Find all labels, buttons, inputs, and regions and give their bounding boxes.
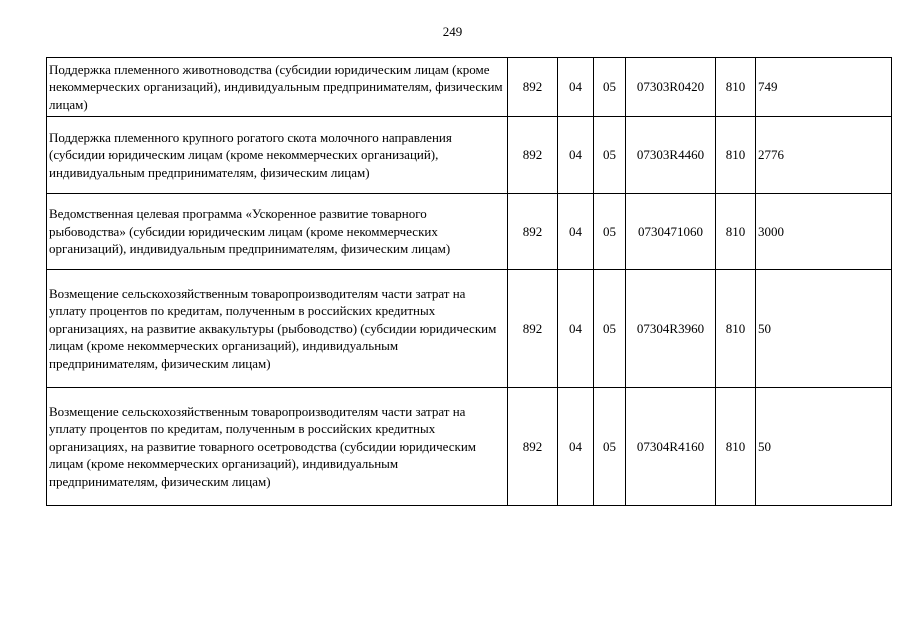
ministry-code: 892	[508, 388, 558, 506]
table-row	[47, 117, 892, 194]
amount-value: 3000	[756, 194, 892, 270]
table-row	[47, 194, 892, 270]
subsection-code: 05	[594, 117, 626, 194]
row-description: Возмещение сельскохозяйственным товаропроизводителям части затрат на уплату процентов по кредитам, полученным в российских кредитных организациях, на развитие товарного осетроводства (субсидии юридическим лицам (кроме некоммерческих организаций), индивидуальным предпринимателям, физическим лицам)	[47, 388, 508, 506]
expense-type-code: 810	[716, 58, 756, 117]
amount-value: 749	[756, 58, 892, 117]
table-row	[47, 388, 892, 506]
expense-type-code: 810	[716, 117, 756, 194]
target-article-code: 07303R4460	[626, 117, 716, 194]
section-code: 04	[558, 194, 594, 270]
section-code: 04	[558, 388, 594, 506]
budget-table	[46, 57, 892, 506]
expense-type-code: 810	[716, 270, 756, 388]
expense-type-code: 810	[716, 194, 756, 270]
section-code: 04	[558, 58, 594, 117]
page-number: 249	[442, 24, 463, 39]
target-article-code: 07303R0420	[626, 58, 716, 117]
amount-value: 2776	[756, 117, 892, 194]
subsection-code: 05	[594, 194, 626, 270]
ministry-code: 892	[508, 117, 558, 194]
amount-value: 50	[756, 388, 892, 506]
section-code: 04	[558, 117, 594, 194]
row-description: Ведомственная целевая программа «Ускоренное развитие товарного рыбоводства» (субсидии юридическим лицам (кроме некоммерческих организаций), индивидуальным предпринимателям, физическим лицам)	[47, 194, 508, 270]
ministry-code: 892	[508, 194, 558, 270]
table-row	[47, 58, 892, 117]
row-description: Поддержка племенного животноводства (субсидии юридическим лицам (кроме некоммерческих организаций), индивидуальным предпринимателям, физическим лицам)	[47, 58, 508, 117]
table-row	[47, 270, 892, 388]
subsection-code: 05	[594, 270, 626, 388]
section-code: 04	[558, 270, 594, 388]
ministry-code: 892	[508, 58, 558, 117]
target-article-code: 0730471060	[626, 194, 716, 270]
expense-type-code: 810	[716, 388, 756, 506]
row-description: Поддержка племенного крупного рогатого скота молочного направления (субсидии юридическим лицам (кроме некоммерческих организаций), индивидуальным предпринимателям, физическим лицам)	[47, 117, 508, 194]
subsection-code: 05	[594, 388, 626, 506]
amount-value: 50	[756, 270, 892, 388]
target-article-code: 07304R3960	[626, 270, 716, 388]
row-description: Возмещение сельскохозяйственным товаропроизводителям части затрат на уплату процентов по кредитам, полученным в российских кредитных организациях, на развитие аквакультуры (рыбоводство) (субсидии юридическим лицам (кроме некоммерческих организаций), индивидуальным предпринимателям, физическим лицам)	[47, 270, 508, 388]
target-article-code: 07304R4160	[626, 388, 716, 506]
ministry-code: 892	[508, 270, 558, 388]
subsection-code: 05	[594, 58, 626, 117]
